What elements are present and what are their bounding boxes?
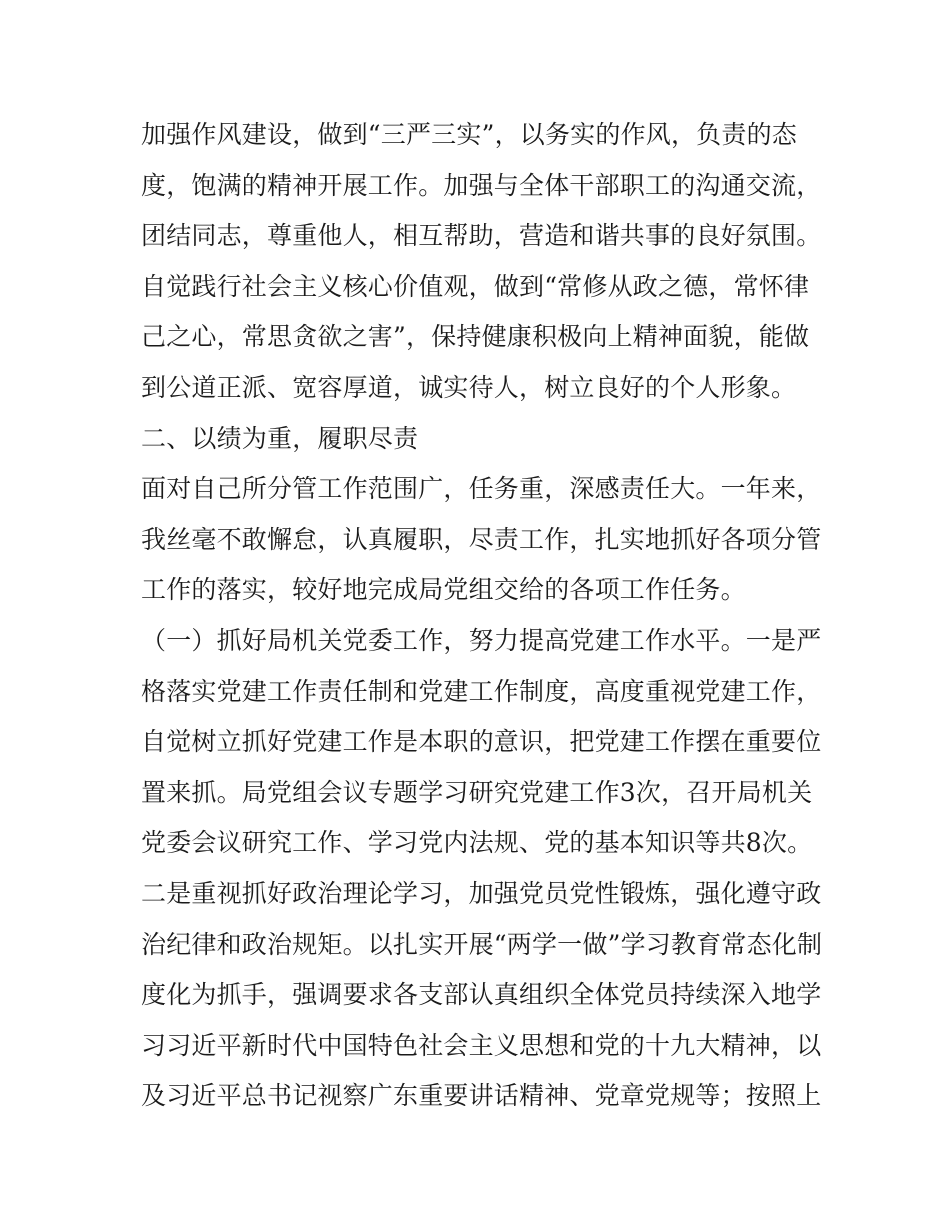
text-line: 面对自己所分管工作范围广，任务重，深感责任大。一年来， bbox=[141, 474, 822, 504]
text-line: 二是重视抓好政治理论学习，加强党员党性锻炼，强化遵守政 bbox=[141, 878, 822, 908]
text-line: 己之心，常思贪欲之害”，保持健康积极向上精神面貌，能做 bbox=[141, 322, 810, 352]
text-line: 自觉树立抓好党建工作是本职的意识，把党建工作摆在重要位 bbox=[141, 727, 822, 757]
text-line: 及习近平总书记视察广东重要讲话精神、党章党规等；按照上 bbox=[141, 1081, 822, 1111]
text-line: 党委会议研究工作、学习党内法规、党的基本知识等共8次。 bbox=[141, 828, 813, 858]
text-line: 格落实党建工作责任制和党建工作制度，高度重视党建工作， bbox=[141, 676, 822, 706]
section-heading: 二、以绩为重，履职尽责 bbox=[141, 423, 419, 453]
text-line: 我丝毫不敢懈怠，认真履职，尽责工作，扎实地抓好各项分管 bbox=[141, 524, 822, 554]
body-text bbox=[141, 110, 821, 1122]
text-line: 习习近平新时代中国特色社会主义思想和党的十九大精神，以 bbox=[141, 1030, 822, 1060]
text-line: 治纪律和政治规矩。以扎实开展“两学一做”学习教育常态化制 bbox=[141, 929, 823, 959]
text-line: 团结同志，尊重他人，相互帮助，营造和谐共事的良好氛围。 bbox=[141, 221, 822, 251]
text-line: 自觉践行社会主义核心价值观，做到“常修从政之德，常怀律 bbox=[141, 271, 810, 301]
text-line: 工作的落实，较好地完成局党组交给的各项工作任务。 bbox=[141, 575, 746, 605]
text-line: 度化为抓手，强调要求各支部认真组织全体党员持续深入地学 bbox=[141, 980, 822, 1010]
text-line: （一）抓好局机关党委工作，努力提高党建工作水平。一是严 bbox=[141, 625, 822, 655]
text-line: 置来抓。局党组会议专题学习研究党建工作3次，召开局机关 bbox=[141, 777, 813, 807]
text-line: 到公道正派、宽容厚道，诚实待人，树立良好的个人形象。 bbox=[141, 372, 797, 402]
text-line: 加强作风建设，做到“三严三实”，以务实的作风，负责的态 bbox=[141, 120, 797, 149]
text-line: 度，饱满的精神开展工作。加强与全体干部职工的沟通交流， bbox=[141, 170, 822, 200]
